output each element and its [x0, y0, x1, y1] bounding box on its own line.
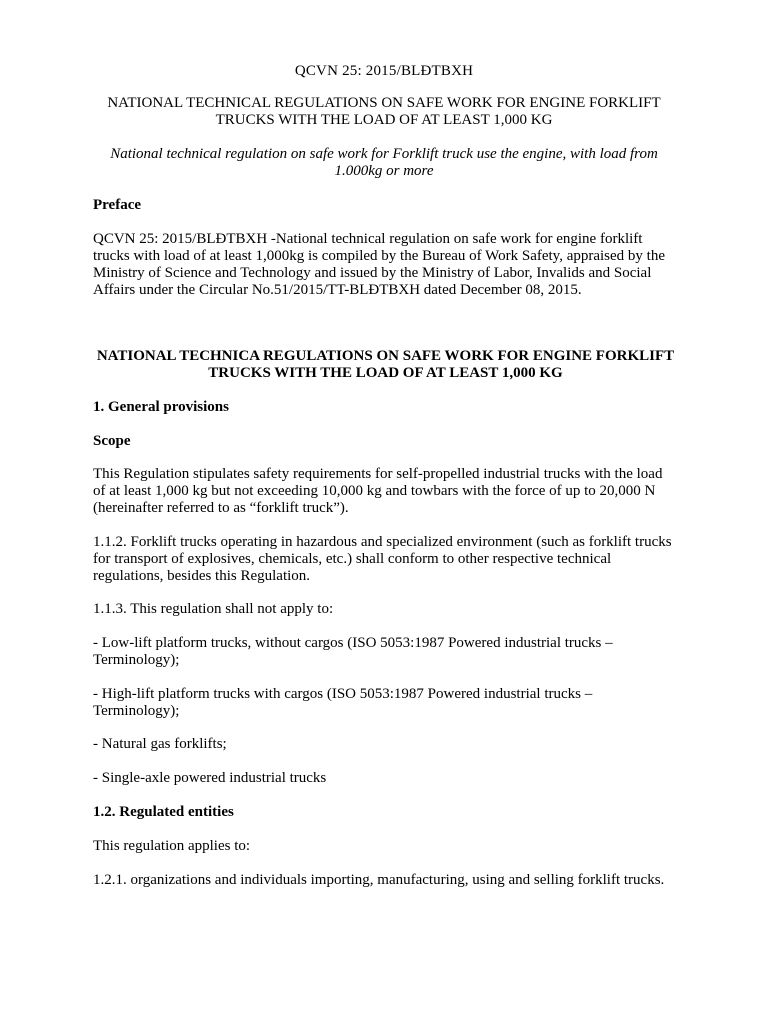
regulated-entities-heading: 1.2. Regulated entities	[93, 804, 234, 820]
preface-heading: Preface	[93, 197, 142, 213]
list-item-low-lift: - Low-lift platform trucks, without cargos (ISO 5053:1987 Powered industrial trucks – Terminology);	[93, 635, 613, 668]
subtitle: National technical regulation on safe work for Forklift truck use the engine, with load from 1.000kg or more	[110, 146, 658, 179]
paragraph-1-1-3: 1.1.3. This regulation shall not apply to:	[93, 601, 334, 617]
section-title: NATIONAL TECHNICA REGULATIONS ON SAFE WORK FOR ENGINE FORKLIFT TRUCKS WITH THE LOAD OF AT LEAST 1,000 KG	[96, 348, 675, 381]
regulation-code-title: QCVN 25: 2015/BLĐTBXH	[294, 63, 474, 79]
paragraph-1-1-2: 1.1.2. Forklift trucks operating in hazardous and specialized environment (such as forklift trucks for transport of explosives, chemicals, etc.) shall conform to other respective technical regulations, besides this Regulation.	[93, 534, 672, 584]
list-item-natural-gas: - Natural gas forklifts;	[93, 736, 227, 752]
applies-paragraph: This regulation applies to:	[93, 838, 251, 854]
list-item-high-lift: - High-lift platform trucks with cargos (ISO 5053:1987 Powered industrial trucks – Terminology);	[93, 686, 593, 719]
scope-paragraph: This Regulation stipulates safety requirements for self-propelled industrial trucks with the load of at least 1,000 kg but not exceeding 10,000 kg and towbars with the force of up to 20,000 N (hereinafter referred to as “forklift truck”).	[93, 466, 663, 516]
general-provisions-heading: 1. General provisions	[93, 399, 229, 415]
scope-heading: Scope	[93, 433, 131, 449]
paragraph-1-2-1: 1.2.1. organizations and individuals importing, manufacturing, using and selling forklift trucks.	[93, 872, 665, 888]
main-title: NATIONAL TECHNICAL REGULATIONS ON SAFE WORK FOR ENGINE FORKLIFT TRUCKS WITH THE LOAD OF AT LEAST 1,000 KG	[107, 95, 661, 128]
list-item-single-axle: - Single-axle powered industrial trucks	[93, 770, 327, 786]
preface-paragraph: QCVN 25: 2015/BLĐTBXH -National technical regulation on safe work for engine forklift trucks with load of at least 1,000kg is compiled by the Bureau of Work Safety, appraised by the Ministry of Science and Technology and issued by the Ministry of Labor, Invalids and Social Affairs under the Circular No.51/2015/TT-BLĐTBXH dated December 08, 2015.	[93, 231, 665, 298]
